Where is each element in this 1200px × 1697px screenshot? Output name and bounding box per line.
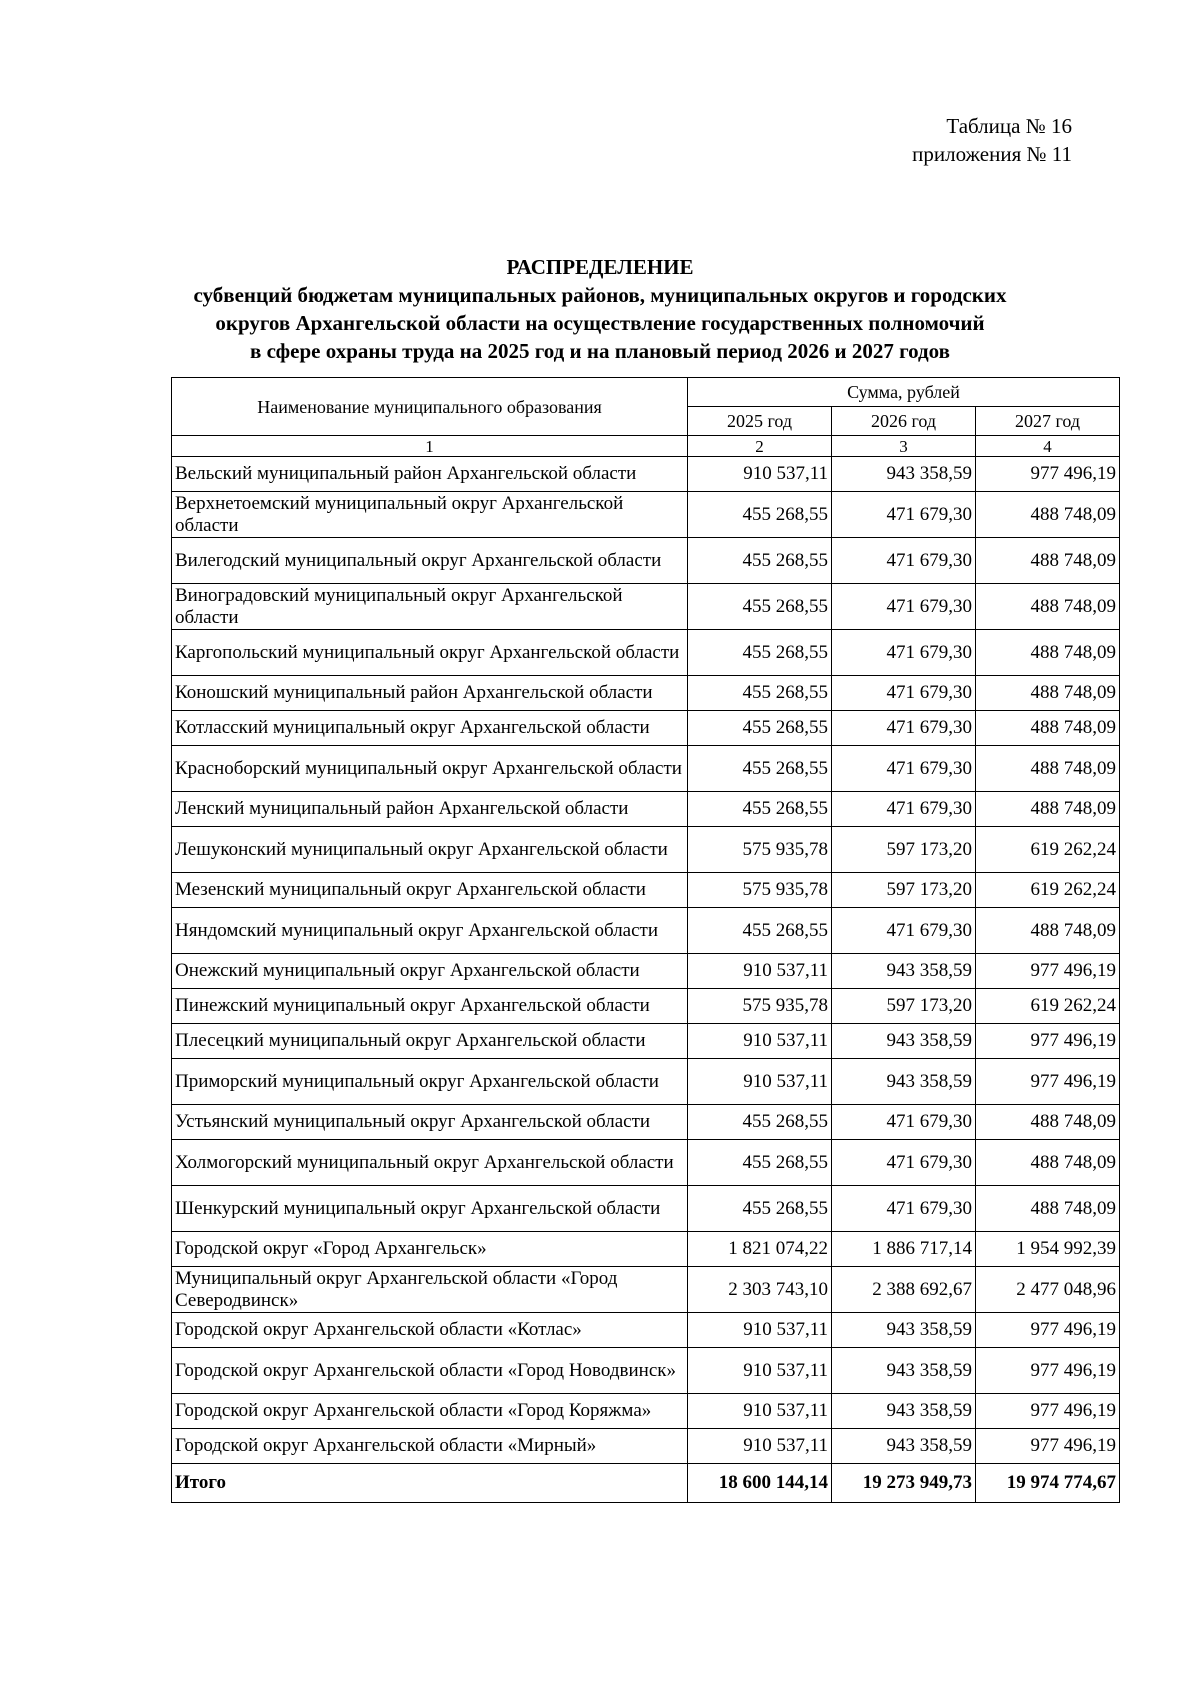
amount-2027: 488 748,09	[976, 1140, 1120, 1186]
municipality-name: Шенкурский муниципальный округ Архангельской области	[172, 1186, 688, 1232]
amount-2026: 943 358,59	[832, 1313, 976, 1348]
municipality-name: Каргопольский муниципальный округ Архангельской области	[172, 630, 688, 676]
amount-2026: 597 173,20	[832, 989, 976, 1024]
column-number: 1	[172, 436, 688, 457]
document-title	[150, 253, 1050, 365]
table-row	[172, 1232, 1120, 1267]
table-row	[172, 584, 1120, 630]
amount-2025: 910 537,11	[688, 1024, 832, 1059]
amount-2027: 977 496,19	[976, 1348, 1120, 1394]
column-header-year-2026: 2026 год	[832, 407, 976, 436]
municipality-name: Городской округ Архангельской области «Котлас»	[172, 1313, 688, 1348]
amount-2027: 977 496,19	[976, 457, 1120, 492]
amount-2027: 488 748,09	[976, 492, 1120, 538]
amount-2025: 910 537,11	[688, 457, 832, 492]
table-reference	[912, 112, 1072, 168]
amount-2026: 943 358,59	[832, 1429, 976, 1464]
amount-2025: 575 935,78	[688, 873, 832, 908]
amount-2026: 2 388 692,67	[832, 1267, 976, 1313]
table-row	[172, 457, 1120, 492]
municipality-name: Красноборский муниципальный округ Архангельской области	[172, 746, 688, 792]
amount-2027: 977 496,19	[976, 1024, 1120, 1059]
amount-2026: 943 358,59	[832, 1059, 976, 1105]
municipality-name: Виноградовский муниципальный округ Архангельской области	[172, 584, 688, 630]
column-number: 4	[976, 436, 1120, 457]
amount-2027: 488 748,09	[976, 538, 1120, 584]
table-row	[172, 1267, 1120, 1313]
table-row	[172, 1024, 1120, 1059]
table-row	[172, 989, 1120, 1024]
amount-2025: 910 537,11	[688, 1313, 832, 1348]
amount-2026: 943 358,59	[832, 1348, 976, 1394]
amount-2026: 471 679,30	[832, 792, 976, 827]
amount-2027: 488 748,09	[976, 746, 1120, 792]
amount-2027: 1 954 992,39	[976, 1232, 1120, 1267]
table-row	[172, 746, 1120, 792]
amount-2027: 977 496,19	[976, 1429, 1120, 1464]
header-row	[172, 378, 1120, 407]
amount-2027: 977 496,19	[976, 1394, 1120, 1429]
amount-2025: 575 935,78	[688, 989, 832, 1024]
municipality-name: Онежский муниципальный округ Архангельской области	[172, 954, 688, 989]
municipality-name: Городской округ Архангельской области «Город Коряжма»	[172, 1394, 688, 1429]
municipality-name: Городской округ Архангельской области «Город Новодвинск»	[172, 1348, 688, 1394]
amount-2025: 575 935,78	[688, 827, 832, 873]
amount-2025: 455 268,55	[688, 584, 832, 630]
total-amount-2025: 18 600 144,14	[688, 1464, 832, 1503]
table-row	[172, 492, 1120, 538]
table-row	[172, 792, 1120, 827]
amount-2025: 455 268,55	[688, 676, 832, 711]
amount-2025: 455 268,55	[688, 1105, 832, 1140]
amount-2026: 471 679,30	[832, 746, 976, 792]
column-number: 3	[832, 436, 976, 457]
amount-2026: 471 679,30	[832, 1105, 976, 1140]
municipality-name: Котласский муниципальный округ Архангельской области	[172, 711, 688, 746]
table-row	[172, 1313, 1120, 1348]
municipality-name: Няндомский муниципальный округ Архангельской области	[172, 908, 688, 954]
amount-2026: 471 679,30	[832, 584, 976, 630]
amount-2025: 455 268,55	[688, 1140, 832, 1186]
total-label: Итого	[172, 1464, 688, 1503]
amount-2026: 471 679,30	[832, 492, 976, 538]
amount-2026: 1 886 717,14	[832, 1232, 976, 1267]
municipality-name: Вилегодский муниципальный округ Архангельской области	[172, 538, 688, 584]
title-line-2: субвенций бюджетам муниципальных районов, муниципальных округов и городских	[193, 283, 1007, 307]
amount-2026: 597 173,20	[832, 827, 976, 873]
municipality-name: Плесецкий муниципальный округ Архангельской области	[172, 1024, 688, 1059]
municipality-name: Холмогорский муниципальный округ Архангельской области	[172, 1140, 688, 1186]
amount-2027: 619 262,24	[976, 827, 1120, 873]
table-row	[172, 1394, 1120, 1429]
amount-2025: 910 537,11	[688, 1059, 832, 1105]
amount-2026: 943 358,59	[832, 1024, 976, 1059]
municipality-name: Муниципальный округ Архангельской области «Город Северодвинск»	[172, 1267, 688, 1313]
municipality-name: Вельский муниципальный район Архангельской области	[172, 457, 688, 492]
table-row	[172, 676, 1120, 711]
table-row	[172, 873, 1120, 908]
table-row	[172, 1348, 1120, 1394]
municipality-name: Лешуконский муниципальный округ Архангельской области	[172, 827, 688, 873]
municipality-name: Устьянский муниципальный округ Архангельской области	[172, 1105, 688, 1140]
appendix-number: приложения № 11	[912, 142, 1072, 166]
municipality-name: Приморский муниципальный округ Архангельской области	[172, 1059, 688, 1105]
amount-2027: 488 748,09	[976, 676, 1120, 711]
table-row	[172, 1140, 1120, 1186]
amount-2027: 488 748,09	[976, 711, 1120, 746]
municipality-name: Городской округ Архангельской области «Мирный»	[172, 1429, 688, 1464]
amount-2026: 943 358,59	[832, 457, 976, 492]
amount-2026: 943 358,59	[832, 1394, 976, 1429]
table-row	[172, 1059, 1120, 1105]
table-row	[172, 538, 1120, 584]
column-header-year-2027: 2027 год	[976, 407, 1120, 436]
amount-2025: 455 268,55	[688, 792, 832, 827]
municipality-name: Мезенский муниципальный округ Архангельской области	[172, 873, 688, 908]
table-row	[172, 1429, 1120, 1464]
amount-2027: 619 262,24	[976, 989, 1120, 1024]
amount-2025: 455 268,55	[688, 711, 832, 746]
table-row	[172, 1105, 1120, 1140]
amount-2025: 455 268,55	[688, 492, 832, 538]
amount-2026: 471 679,30	[832, 1140, 976, 1186]
amount-2025: 910 537,11	[688, 1429, 832, 1464]
municipality-name: Ленский муниципальный район Архангельской области	[172, 792, 688, 827]
amount-2027: 488 748,09	[976, 1105, 1120, 1140]
total-amount-2027: 19 974 774,67	[976, 1464, 1120, 1503]
amount-2026: 471 679,30	[832, 538, 976, 584]
amount-2027: 488 748,09	[976, 908, 1120, 954]
table-row	[172, 630, 1120, 676]
title-line-1: РАСПРЕДЕЛЕНИЕ	[506, 255, 694, 279]
table-row	[172, 954, 1120, 989]
title-line-4: в сфере охраны труда на 2025 год и на плановый период 2026 и 2027 годов	[250, 339, 950, 363]
amount-2027: 977 496,19	[976, 1313, 1120, 1348]
amount-2026: 471 679,30	[832, 908, 976, 954]
table-row	[172, 827, 1120, 873]
amount-2027: 488 748,09	[976, 792, 1120, 827]
amount-2025: 455 268,55	[688, 746, 832, 792]
table-number: Таблица № 16	[946, 114, 1072, 138]
column-header-sum: Сумма, рублей	[688, 378, 1120, 407]
amount-2026: 471 679,30	[832, 676, 976, 711]
amount-2026: 471 679,30	[832, 711, 976, 746]
amount-2026: 471 679,30	[832, 1186, 976, 1232]
amount-2025: 455 268,55	[688, 1186, 832, 1232]
amount-2025: 455 268,55	[688, 630, 832, 676]
amount-2025: 455 268,55	[688, 908, 832, 954]
title-line-3: округов Архангельской области на осуществление государственных полномочий	[215, 311, 985, 335]
amount-2027: 2 477 048,96	[976, 1267, 1120, 1313]
amount-2025: 1 821 074,22	[688, 1232, 832, 1267]
distribution-table	[171, 377, 1120, 1503]
table-row	[172, 711, 1120, 746]
amount-2027: 977 496,19	[976, 1059, 1120, 1105]
municipality-name: Пинежский муниципальный округ Архангельской области	[172, 989, 688, 1024]
municipality-name: Верхнетоемский муниципальный округ Архангельской области	[172, 492, 688, 538]
total-row	[172, 1464, 1120, 1503]
amount-2026: 597 173,20	[832, 873, 976, 908]
column-header-name: Наименование муниципального образования	[172, 378, 688, 436]
amount-2027: 488 748,09	[976, 1186, 1120, 1232]
column-number: 2	[688, 436, 832, 457]
amount-2025: 910 537,11	[688, 1348, 832, 1394]
amount-2025: 910 537,11	[688, 954, 832, 989]
table-row	[172, 908, 1120, 954]
amount-2026: 471 679,30	[832, 630, 976, 676]
table-row	[172, 1186, 1120, 1232]
municipality-name: Коношский муниципальный район Архангельской области	[172, 676, 688, 711]
amount-2027: 488 748,09	[976, 584, 1120, 630]
amount-2027: 488 748,09	[976, 630, 1120, 676]
total-amount-2026: 19 273 949,73	[832, 1464, 976, 1503]
column-numbers-row	[172, 436, 1120, 457]
amount-2025: 2 303 743,10	[688, 1267, 832, 1313]
municipality-name: Городской округ «Город Архангельск»	[172, 1232, 688, 1267]
amount-2026: 943 358,59	[832, 954, 976, 989]
amount-2025: 455 268,55	[688, 538, 832, 584]
column-header-year-2025: 2025 год	[688, 407, 832, 436]
amount-2027: 619 262,24	[976, 873, 1120, 908]
amount-2027: 977 496,19	[976, 954, 1120, 989]
amount-2025: 910 537,11	[688, 1394, 832, 1429]
